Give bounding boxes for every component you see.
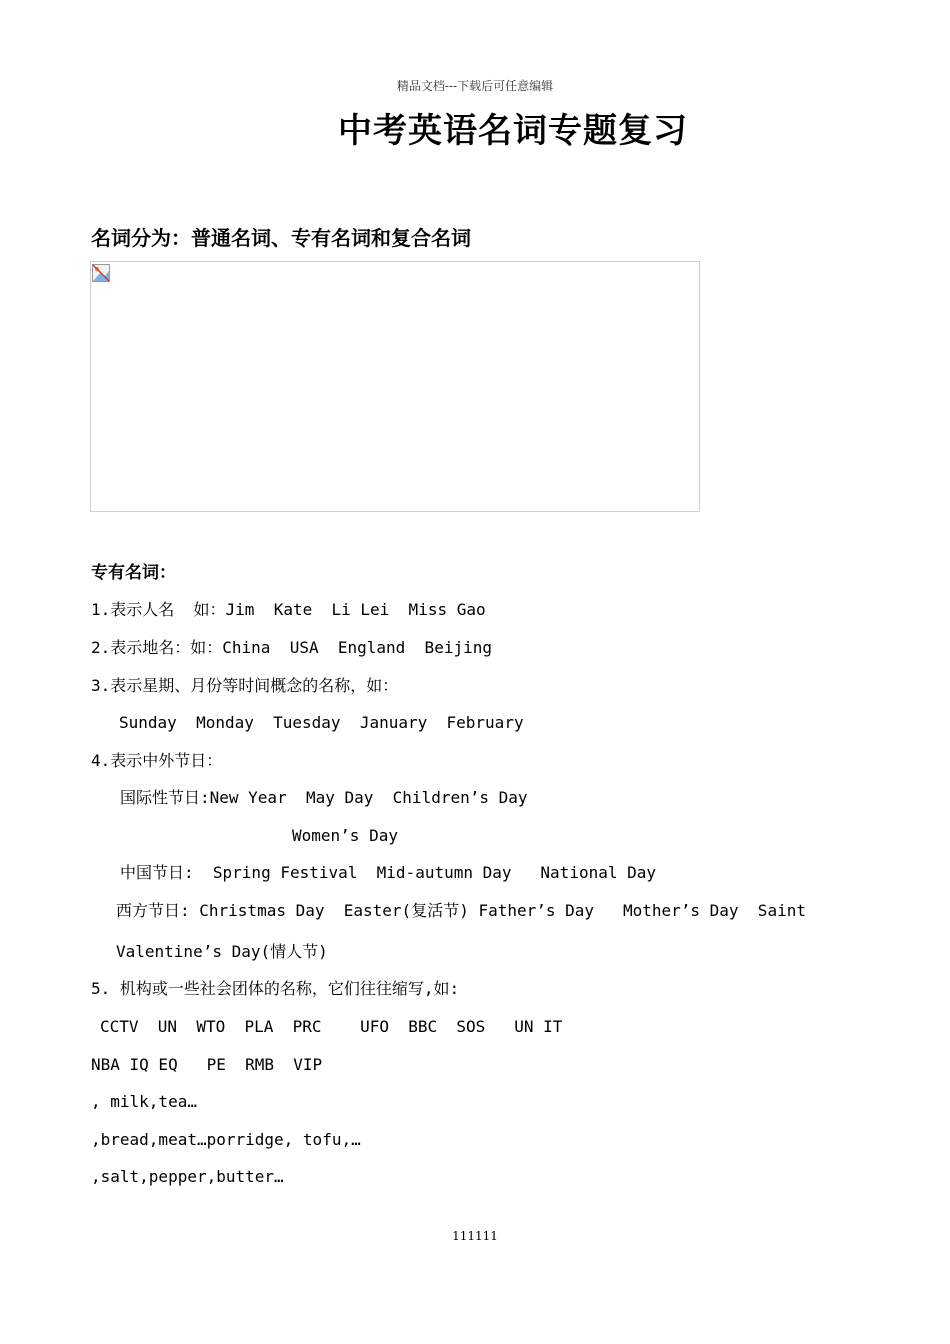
page-number: 111111 — [452, 1229, 498, 1243]
list-item: Women’s Day — [292, 826, 398, 845]
list-item: , milk,tea… — [91, 1092, 197, 1111]
list-item: 西方节日: Christmas Day Easter(复活节) Father’s Day Mother’s Day Saint — [116, 901, 806, 920]
subheading: 名词分为：普通名词、专有名词和复合名词 — [91, 226, 471, 250]
list-item: 2.表示地名：如：China USA England Beijing — [91, 638, 492, 657]
image-placeholder — [90, 261, 700, 512]
list-item: 3.表示星期、月份等时间概念的名称，如： — [91, 676, 399, 695]
broken-image-icon — [92, 264, 110, 282]
list-item: 5. 机构或一些社会团体的名称，它们往往缩写,如: — [91, 979, 460, 998]
list-item: 1.表示人名 如：Jim Kate Li Lei Miss Gao — [91, 600, 486, 619]
list-item: ,salt,pepper,butter… — [91, 1167, 284, 1186]
list-item: 中国节日: Spring Festival Mid-autumn Day National Day — [120, 863, 657, 882]
header-note: 精品文档---下载后可任意编辑 — [396, 79, 554, 93]
list-item: Sunday Monday Tuesday January February — [119, 713, 524, 732]
list-item: 国际性节日:New Year May Day Children’s Day — [120, 788, 528, 807]
list-item: Valentine’s Day(情人节) — [116, 942, 328, 961]
list-item: CCTV UN WTO PLA PRC UFO BBC SOS UN IT — [100, 1017, 563, 1036]
list-item: NBA IQ EQ PE RMB VIP — [91, 1055, 323, 1074]
list-item: 4.表示中外节日： — [91, 751, 223, 770]
list-item: ,bread,meat…porridge, tofu,… — [91, 1130, 361, 1149]
section-heading: 专有名词： — [91, 563, 176, 583]
page-title: 中考英语名词专题复习 — [338, 111, 688, 151]
